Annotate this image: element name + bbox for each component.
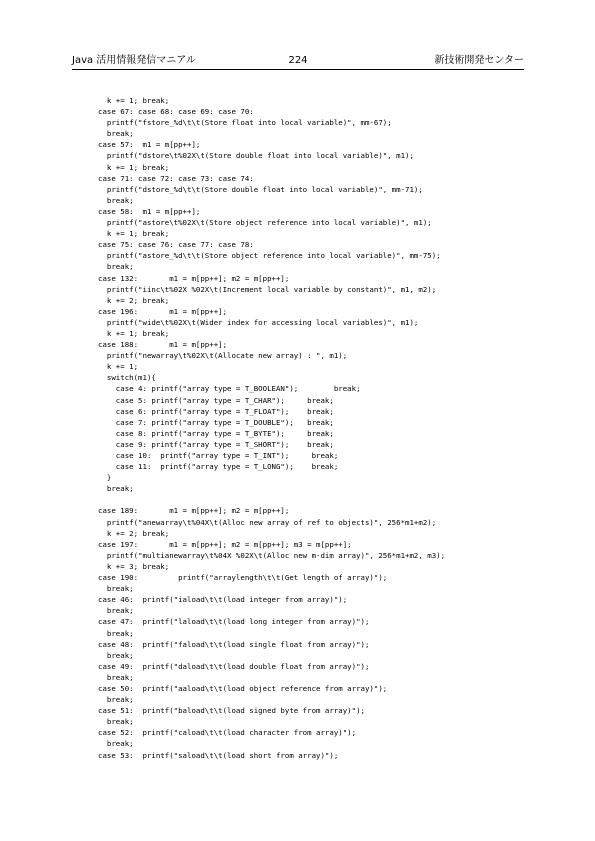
code-line: break; [98, 695, 134, 705]
code-line: case 197: m1 = m[pp++]; m2 = m[pp++]; m3 = m[pp++]; [98, 539, 352, 549]
code-line: case 52: printf("caload\t\t(load character from array)"); [98, 728, 357, 738]
code-line [98, 494, 445, 505]
code-line: printf("dstore\t%02X\t(Store double float into local variable)", m1); [98, 151, 414, 161]
code-line: switch(m1){ [98, 373, 156, 383]
code-line: case 132: m1 = m[pp++]; m2 = m[pp++]; [98, 273, 290, 283]
code-line: case 57: m1 = m[pp++]; [98, 140, 201, 150]
code-line: break; [98, 606, 134, 616]
code-line: case 58: m1 = m[pp++]; [98, 206, 201, 216]
code-line: break; [98, 195, 134, 205]
code-line: case 190: printf("arraylength\t\t(Get length of array)"); [98, 573, 388, 583]
header-title: Java 活用情報発信マニアル [72, 55, 196, 66]
code-line: k += 1; break; [98, 328, 170, 338]
code-line: k += 1; break; [98, 229, 170, 239]
code-line: break; [98, 717, 134, 727]
code-line: case 48: printf("faload\t\t(load single float from array)"); [98, 639, 370, 649]
code-listing [98, 95, 445, 761]
code-line: case 11: printf("array type = T_LONG"); break; [98, 462, 339, 472]
code-line: case 6: printf("array type = T_FLOAT"); break; [98, 406, 334, 416]
code-line: printf("anewarray\t%04X\t(Alloc new array of ref to objects)", 256*m1+m2); [98, 517, 437, 527]
code-line: k += 2; break; [98, 295, 170, 305]
code-line: case 46: printf("iaload\t\t(load integer from array)"); [98, 595, 348, 605]
code-line: k += 1; break; [98, 96, 170, 105]
code-line: case 189: m1 = m[pp++]; m2 = m[pp++]; [98, 506, 290, 516]
header-rule [72, 69, 524, 70]
code-line: case 4: printf("array type = T_BOOLEAN"); break; [98, 384, 361, 394]
code-line: printf("multianewarray\t%04X %02X\t(Alloc new m-dim array)", 256*m1+m2, m3); [98, 550, 446, 560]
code-line: case 5: printf("array type = T_CHAR"); break; [98, 395, 334, 405]
code-line: case 7: printf("array type = T_DOUBLE"); break; [98, 417, 334, 427]
code-line: printf("astore_%d\t\t(Store object reference into local variable)", mm-75); [98, 251, 441, 261]
code-line: k += 1; break; [98, 162, 170, 172]
code-line: printf("astore\t%02X\t(Store object reference into local variable)", m1); [98, 218, 432, 228]
header-organization: 新技術開発センター [434, 55, 524, 66]
code-line: printf("iinc\t%02X %02X\t(Increment local variable by constant)", m1, m2); [98, 284, 437, 294]
code-line: case 75: case 76: case 77: case 78: [98, 240, 254, 250]
code-line: case 196: m1 = m[pp++]; [98, 306, 228, 316]
code-line: printf("fstore_%d\t\t(Store float into local variable)", mm-67); [98, 118, 392, 128]
code-line: case 47: printf("laload\t\t(load long integer from array)"); [98, 617, 370, 627]
code-line: printf("newarray\t%02X\t(Allocate new array) : ", m1); [98, 351, 348, 361]
page-number: 224 [288, 55, 308, 66]
code-line: break; [98, 262, 134, 272]
code-line: break; [98, 628, 134, 638]
code-line: break; [98, 584, 134, 594]
code-line: break; [98, 650, 134, 660]
code-line: case 67: case 68: case 69: case 70: [98, 107, 254, 117]
code-line: case 188: m1 = m[pp++]; [98, 340, 228, 350]
code-line: printf("dstore_%d\t\t(Store double float into local variable)", mm-71); [98, 184, 423, 194]
code-line: printf("wide\t%02X\t(Wider index for accessing local variables)", m1); [98, 317, 419, 327]
code-line: k += 3; break; [98, 561, 170, 571]
code-line: case 9: printf("array type = T_SHORT"); break; [98, 439, 334, 449]
code-line: case 8: printf("array type = T_BYTE"); break; [98, 428, 334, 438]
code-line: case 50: printf("aaload\t\t(load object reference from array)"); [98, 683, 388, 693]
code-line: break; [98, 484, 134, 494]
code-line: case 53: printf("saload\t\t(load short from array)"); [98, 750, 339, 760]
code-line: break; [98, 739, 134, 749]
page-header [72, 54, 524, 68]
code-line: case 49: printf("daload\t\t(load double float from array)"); [98, 661, 370, 671]
code-line: case 71: case 72: case 73: case 74: [98, 173, 254, 183]
code-line: } [98, 473, 112, 483]
code-line: k += 1; [98, 362, 139, 372]
code-line: break; [98, 672, 134, 682]
code-line: break; [98, 129, 134, 139]
code-line: k += 2; break; [98, 528, 170, 538]
code-line: case 10: printf("array type = T_INT"); break; [98, 451, 339, 460]
code-line: case 51: printf("baload\t\t(load signed byte from array)"); [98, 706, 365, 716]
